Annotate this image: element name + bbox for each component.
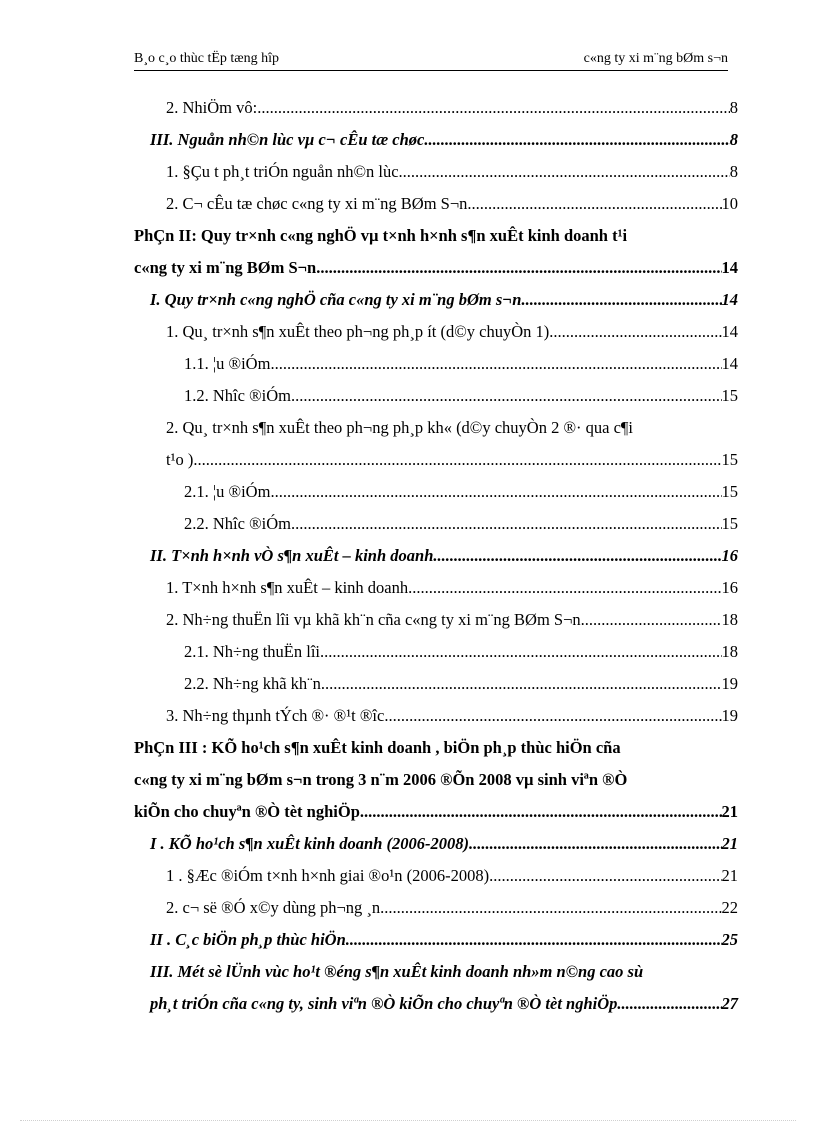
toc-entry-first-line[interactable]: 2. Qu¸ tr×nh s¶n xuÊt theo ph¬ng ph¸p kh« (d©y chuyÒn 2 ®· qua c¶i — [166, 418, 633, 437]
toc-entry-page: 19 — [721, 706, 738, 725]
toc-entry[interactable] — [166, 92, 738, 124]
toc-leader-dots — [467, 188, 721, 220]
toc-entry[interactable] — [150, 124, 738, 156]
toc-entry-page: 14 — [721, 258, 738, 277]
toc-entry-label: t¹o ) — [166, 450, 194, 469]
toc-leader-dots — [617, 988, 721, 1020]
toc-entry-page: 15 — [721, 514, 738, 533]
toc-entry-page: 15 — [721, 450, 738, 469]
toc-entry-first-line[interactable]: PhÇn III : KÕ ho¹ch s¶n xuÊt kinh doanh , biÖn ph¸p thùc hiÖn cña — [134, 738, 621, 757]
toc-entry-label: 2.2. Nh÷ng khã kh¨n — [184, 674, 321, 693]
toc-entry-page: 10 — [721, 194, 738, 213]
toc-leader-dots — [581, 604, 722, 636]
toc-leader-dots — [257, 92, 730, 124]
toc-entry-page: 15 — [721, 386, 738, 405]
page-bottom-rule — [20, 1120, 796, 1121]
toc-leader-dots — [270, 348, 721, 380]
toc-leader-dots — [193, 444, 721, 476]
toc-entry-page: 25 — [721, 930, 738, 949]
toc-leader-dots — [424, 124, 729, 156]
toc-entry-label: 2.2. Nhîc ®iÓm — [184, 514, 291, 533]
toc-entry[interactable] — [166, 188, 738, 220]
toc-entry-label: 2. NhiÖm vô: — [166, 98, 258, 117]
toc-entry-label: 2. Nh÷ng thuËn lîi vµ khã kh¨n cña c«ng ty xi m¨ng BØm S¬n — [166, 610, 581, 629]
toc-entry[interactable] — [166, 604, 738, 636]
toc-leader-dots — [380, 892, 721, 924]
toc-entry-page: 21 — [721, 834, 738, 853]
toc-leader-dots — [433, 540, 721, 572]
toc-entry-page: 14 — [721, 322, 738, 341]
toc-entry-first-line[interactable]: III. Mét sè lÜnh vùc ho¹t ®éng s¶n xuÊt kinh doanh nh»m n©ng cao sù — [150, 962, 644, 981]
toc-leader-dots — [360, 796, 722, 828]
toc-entry[interactable] — [134, 796, 738, 828]
toc-entry-label: 1.2. Nhîc ®iÓm — [184, 386, 291, 405]
toc-entry[interactable] — [166, 316, 738, 348]
toc-leader-dots — [384, 700, 721, 732]
toc-entry[interactable] — [150, 540, 738, 572]
toc-leader-dots — [521, 284, 721, 316]
toc-entry-label: I. Quy tr×nh c«ng nghÖ cña c«ng ty xi m¨ng bØm s¬n — [150, 290, 522, 309]
toc-entry[interactable] — [184, 348, 738, 380]
header-company-name: c«ng ty xi m¨ng bØm s¬n — [583, 51, 728, 66]
toc-entry-label: 2.1. Nh÷ng thuËn lîi — [184, 642, 321, 661]
toc-entry-label: ph¸t triÓn cña c«ng ty, sinh viªn ®Ò kiÕn cho chuyªn ®Ò tèt nghiÖp — [150, 994, 618, 1013]
header-report-title: B¸o c¸o thùc tËp tæng hîp — [134, 51, 280, 66]
toc-entry-page: 21 — [721, 866, 738, 885]
toc-entry-page: 22 — [721, 898, 738, 917]
toc-entry[interactable] — [150, 924, 738, 956]
toc-entry-label: I . KÕ ho¹ch s¶n xuÊt kinh doanh (2006-2008) — [150, 834, 469, 853]
toc-entry[interactable] — [166, 860, 738, 892]
toc-entry-page: 27 — [721, 994, 738, 1013]
toc-leader-dots — [320, 636, 721, 668]
toc-entry-first-line[interactable]: PhÇn II: Quy tr×nh c«ng nghÖ vµ t×nh h×nh s¶n xuÊt kinh doanh t¹i — [134, 226, 628, 245]
toc-entry[interactable] — [166, 444, 738, 476]
toc-entry-page: 16 — [721, 546, 738, 565]
toc-leader-dots — [408, 572, 721, 604]
toc-leader-dots — [346, 924, 722, 956]
toc-entry-second-line[interactable]: c«ng ty xi m¨ng bØm s¬n trong 3 n¨m 2006 ®Õn 2008 vµ sinh viªn ®Ò — [134, 770, 628, 789]
toc-entry[interactable] — [184, 668, 738, 700]
toc-entry-label: 2. c¬ së ®Ó x©y dùng ph¬ng ¸n — [166, 898, 381, 917]
toc-entry-label: 2. C¬ cÊu tæ chøc c«ng ty xi m¨ng BØm S¬n — [166, 194, 468, 213]
toc-entry-label: 2.1. ¦u ®iÓm — [184, 482, 271, 501]
toc-leader-dots — [291, 508, 722, 540]
toc-entry[interactable] — [134, 252, 738, 284]
page-header — [134, 50, 728, 71]
toc-entry-page: 19 — [721, 674, 738, 693]
toc-leader-dots — [270, 476, 721, 508]
toc-entry[interactable] — [166, 572, 738, 604]
toc-leader-dots — [321, 668, 722, 700]
toc-entry-label: III. Nguån nh©n lùc vµ c¬ cÊu tæ chøc — [150, 130, 425, 149]
toc-leader-dots — [549, 316, 721, 348]
toc-leader-dots — [469, 828, 722, 860]
toc-entry[interactable] — [150, 284, 738, 316]
toc-entry-page: 16 — [721, 578, 738, 597]
toc-entry-page: 15 — [721, 482, 738, 501]
toc-leader-dots — [316, 252, 721, 284]
toc-entry-label: II . C¸c biÖn ph¸p thùc hiÖn — [150, 930, 346, 949]
toc-entry-label: II. T×nh h×nh vÒ s¶n xuÊt – kinh doanh — [150, 546, 434, 565]
toc-entry-label: 1 . §Æc ®iÓm t×nh h×nh giai ®o¹n (2006-2008) — [166, 866, 490, 885]
toc-entry[interactable] — [166, 892, 738, 924]
toc-entry[interactable] — [166, 156, 738, 188]
toc-entry-label: kiÕn cho chuyªn ®Ò tèt nghiÖp — [134, 802, 360, 821]
toc-entry[interactable] — [166, 700, 738, 732]
toc-entry[interactable] — [184, 380, 738, 412]
toc-leader-dots — [291, 380, 722, 412]
toc-entry-label: 1. T×nh h×nh s¶n xuÊt – kinh doanh — [166, 578, 409, 597]
toc-entry-page: 14 — [721, 354, 738, 373]
toc-entry-page: 8 — [729, 130, 738, 149]
toc-entry-page: 21 — [721, 802, 738, 821]
toc-entry-page: 8 — [729, 98, 738, 117]
toc-entry-page: 18 — [721, 610, 738, 629]
toc-entry-label: 3. Nh÷ng thµnh tÝch ®· ®¹t ®îc — [166, 706, 385, 725]
toc-entry-page: 8 — [729, 162, 738, 181]
toc-entry[interactable] — [184, 476, 738, 508]
toc-entry[interactable] — [150, 828, 738, 860]
toc-entry[interactable] — [150, 988, 738, 1020]
toc-entry-label: 1. §Çu t ph¸t triÓn nguån nh©n lùc — [166, 162, 399, 181]
toc-entry-page: 14 — [721, 290, 738, 309]
toc-leader-dots — [489, 860, 721, 892]
toc-entry-page: 18 — [721, 642, 738, 661]
toc-entry-label: c«ng ty xi m¨ng BØm S¬n — [134, 258, 317, 277]
toc-entry-label: 1.1. ¦u ®iÓm — [184, 354, 271, 373]
toc-leader-dots — [399, 156, 730, 188]
toc-entry-label: 1. Qu¸ tr×nh s¶n xuÊt theo ph¬ng ph¸p ít (d©y chuyÒn 1) — [166, 322, 550, 341]
toc-entry[interactable] — [184, 636, 738, 668]
toc-entry[interactable] — [184, 508, 738, 540]
